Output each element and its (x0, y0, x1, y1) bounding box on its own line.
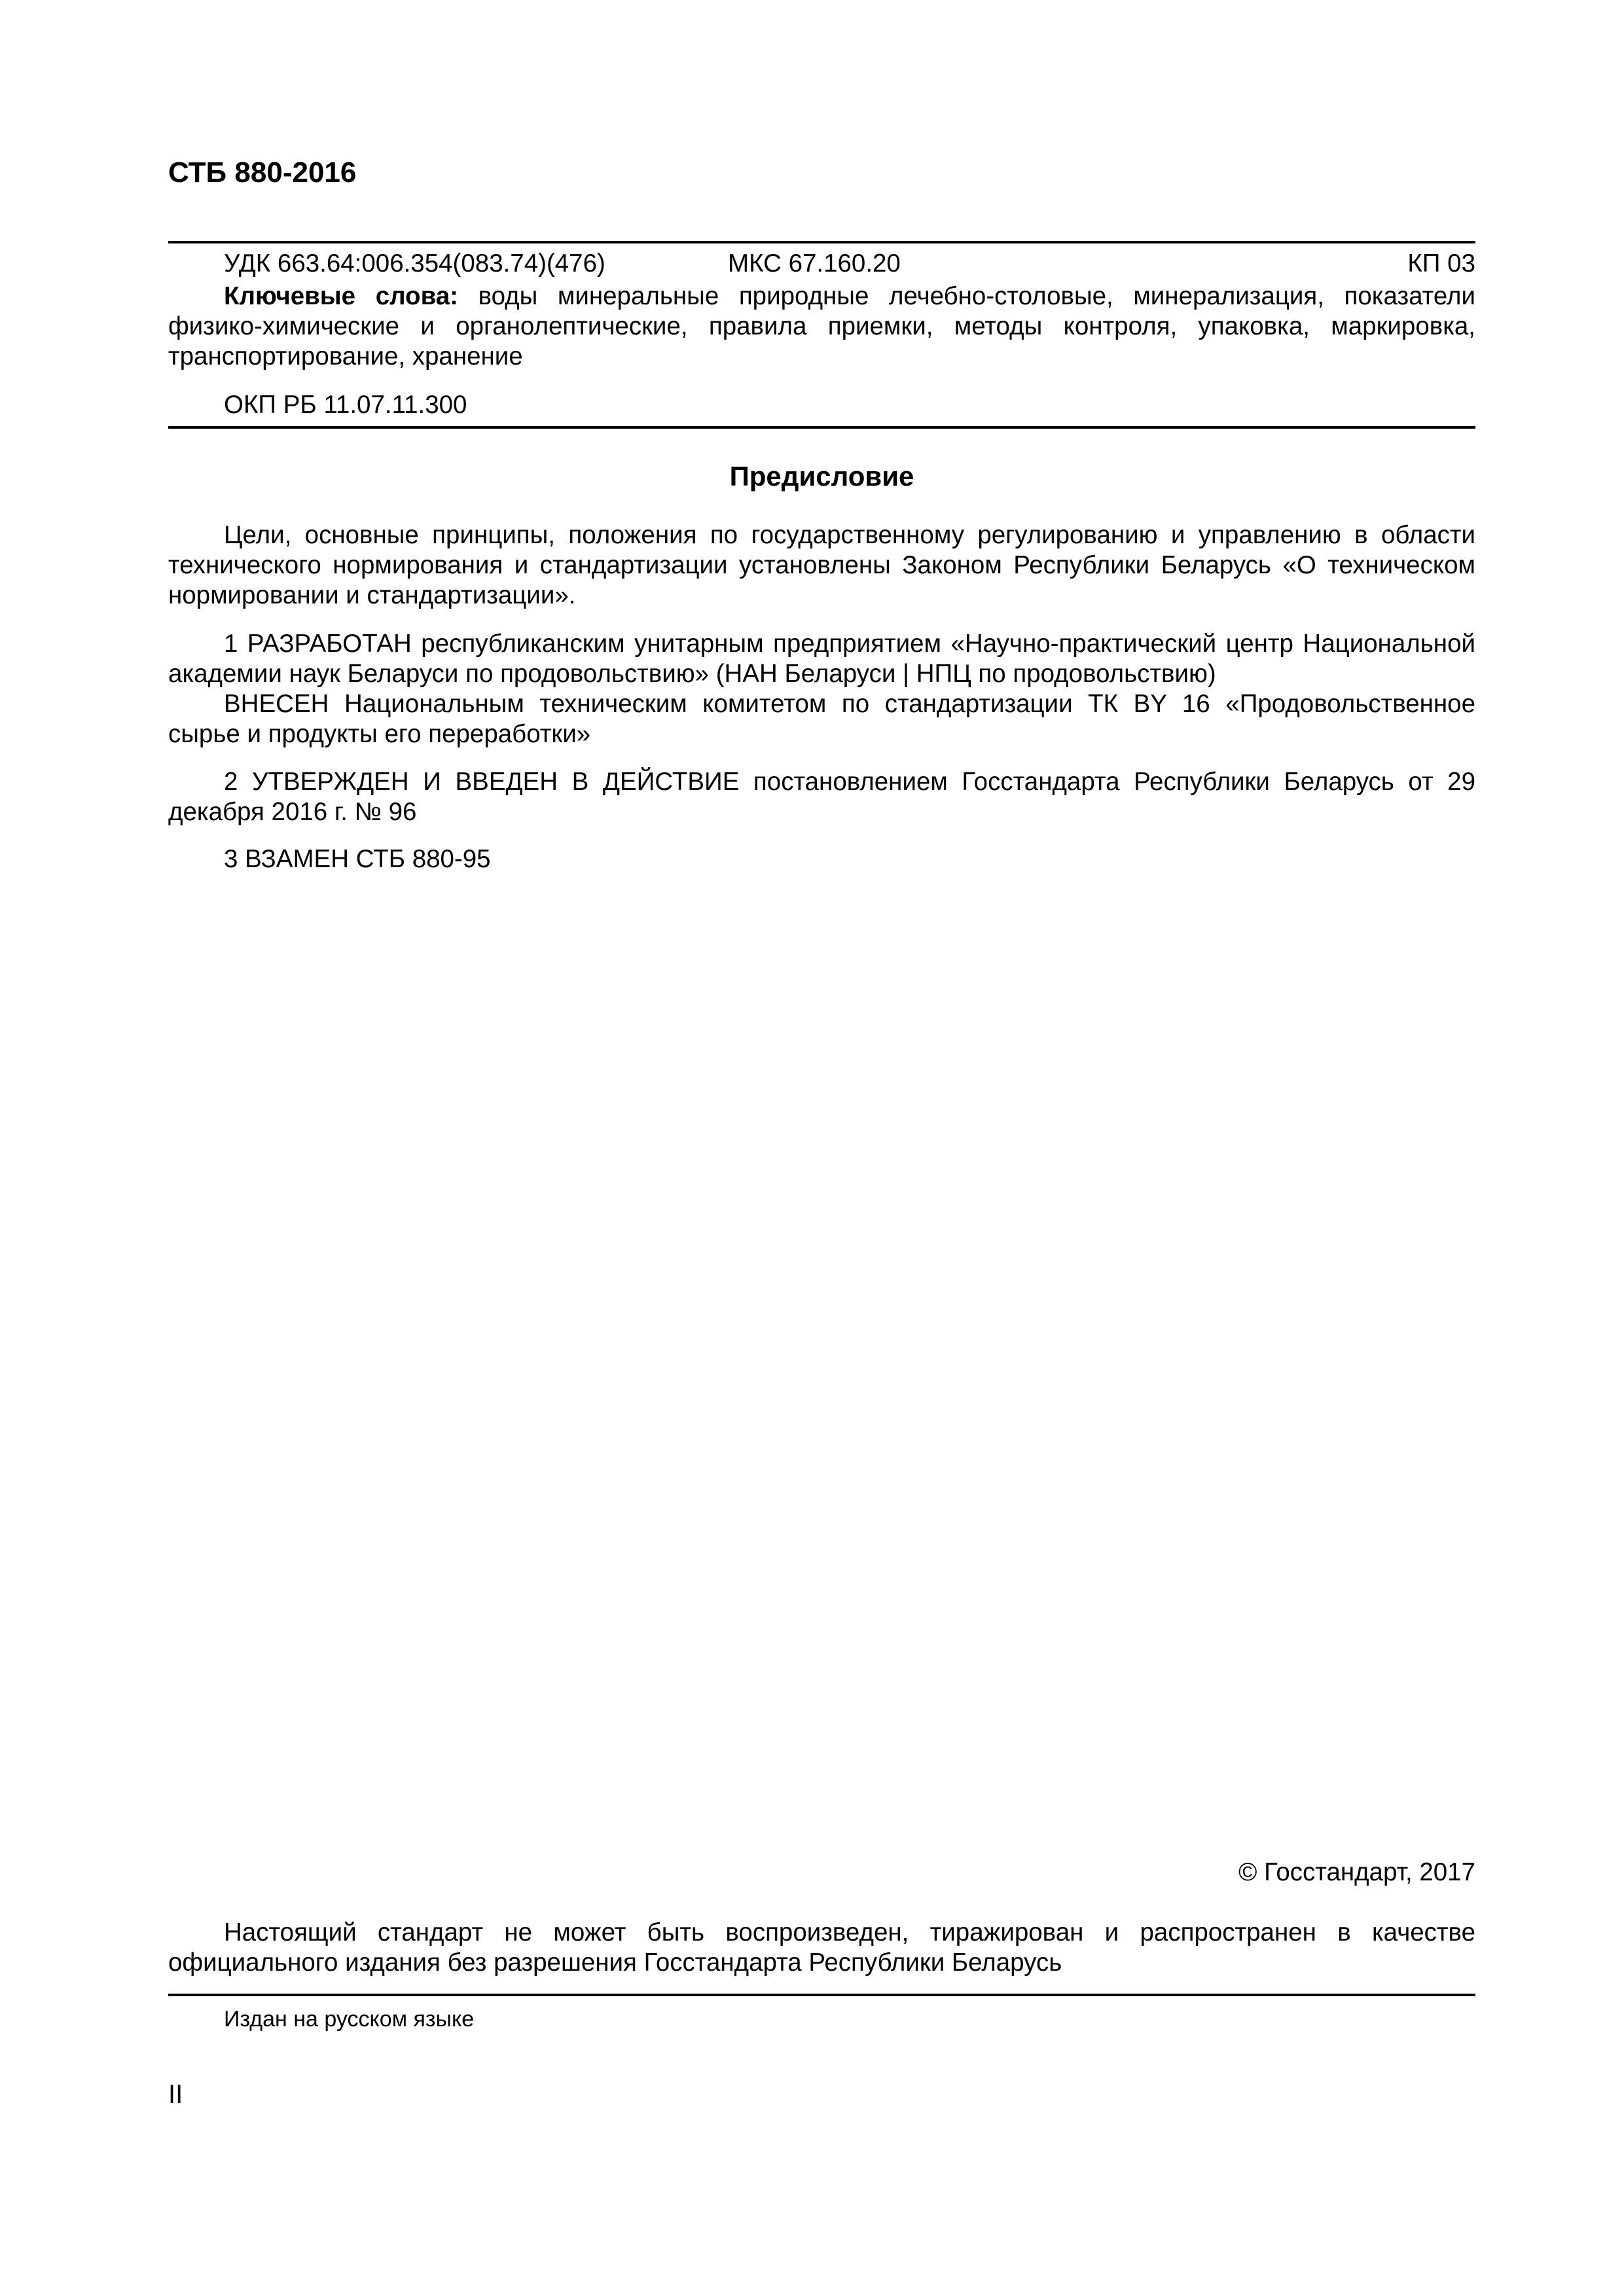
foreword-item-3: 3 ВЗАМЕН СТБ 880-95 (224, 845, 491, 873)
top-rule (168, 241, 1475, 243)
okp-code: ОКП РБ 11.07.11.300 (224, 391, 467, 419)
foreword-item-1-submitted: ВНЕСЕН Национальным техническим комитетом по стандартизации ТК BY 16 «Продовольственное сырье и продукты его переработки» (168, 690, 1475, 748)
classification-row (224, 249, 1475, 281)
language-note: Издан на русском языке (224, 2007, 475, 2032)
udk-code: УДК 663.64:006.354(083.74)(476) (224, 249, 605, 278)
kp-code: КП 03 (1407, 249, 1475, 278)
keywords-label: Ключевые слова: (224, 282, 458, 310)
foreword-item-2: 2 УТВЕРЖДЕН И ВВЕДЕН В ДЕЙСТВИЕ постановлением Госстандарта Республики Беларусь от 29 декабря 2016 г. № 96 (168, 768, 1475, 826)
page-number: II (168, 2080, 183, 2109)
reproduction-notice: Настоящий стандарт не может быть воспроизведен, тиражирован и распространен в качестве официального издания без разрешения Госстандарта Республики Беларусь (168, 1918, 1475, 1977)
footer-rule (168, 1994, 1475, 1996)
foreword-title: Предисловие (729, 461, 914, 492)
standard-designation: СТБ 880-2016 (168, 156, 357, 188)
mks-code: МКС 67.160.20 (728, 249, 901, 278)
classification-bottom-rule (168, 426, 1475, 429)
copyright: © Госстандарт, 2017 (1238, 1858, 1475, 1886)
keywords (168, 281, 1475, 372)
foreword-intro: Цели, основные принципы, положения по государственному регулированию и управлению в области технического нормирования и стандартизации установлены Законом Республики Беларусь «О техническом нормировании и стандартизации». (168, 521, 1475, 609)
keywords-text: воды минеральные природные лечебно-столовые, минерализация, показатели физико-химические и органолептические, правила приемки, методы контроля, упаковка, маркировка, транспортирование, хранение (168, 282, 1475, 370)
foreword-item-1: 1 РАЗРАБОТАН республиканским унитарным предприятием «Научно-практический центр Национальной академии наук Беларуси по продовольствию» (НАН Беларуси | НПЦ по продовольствию) (168, 630, 1475, 688)
